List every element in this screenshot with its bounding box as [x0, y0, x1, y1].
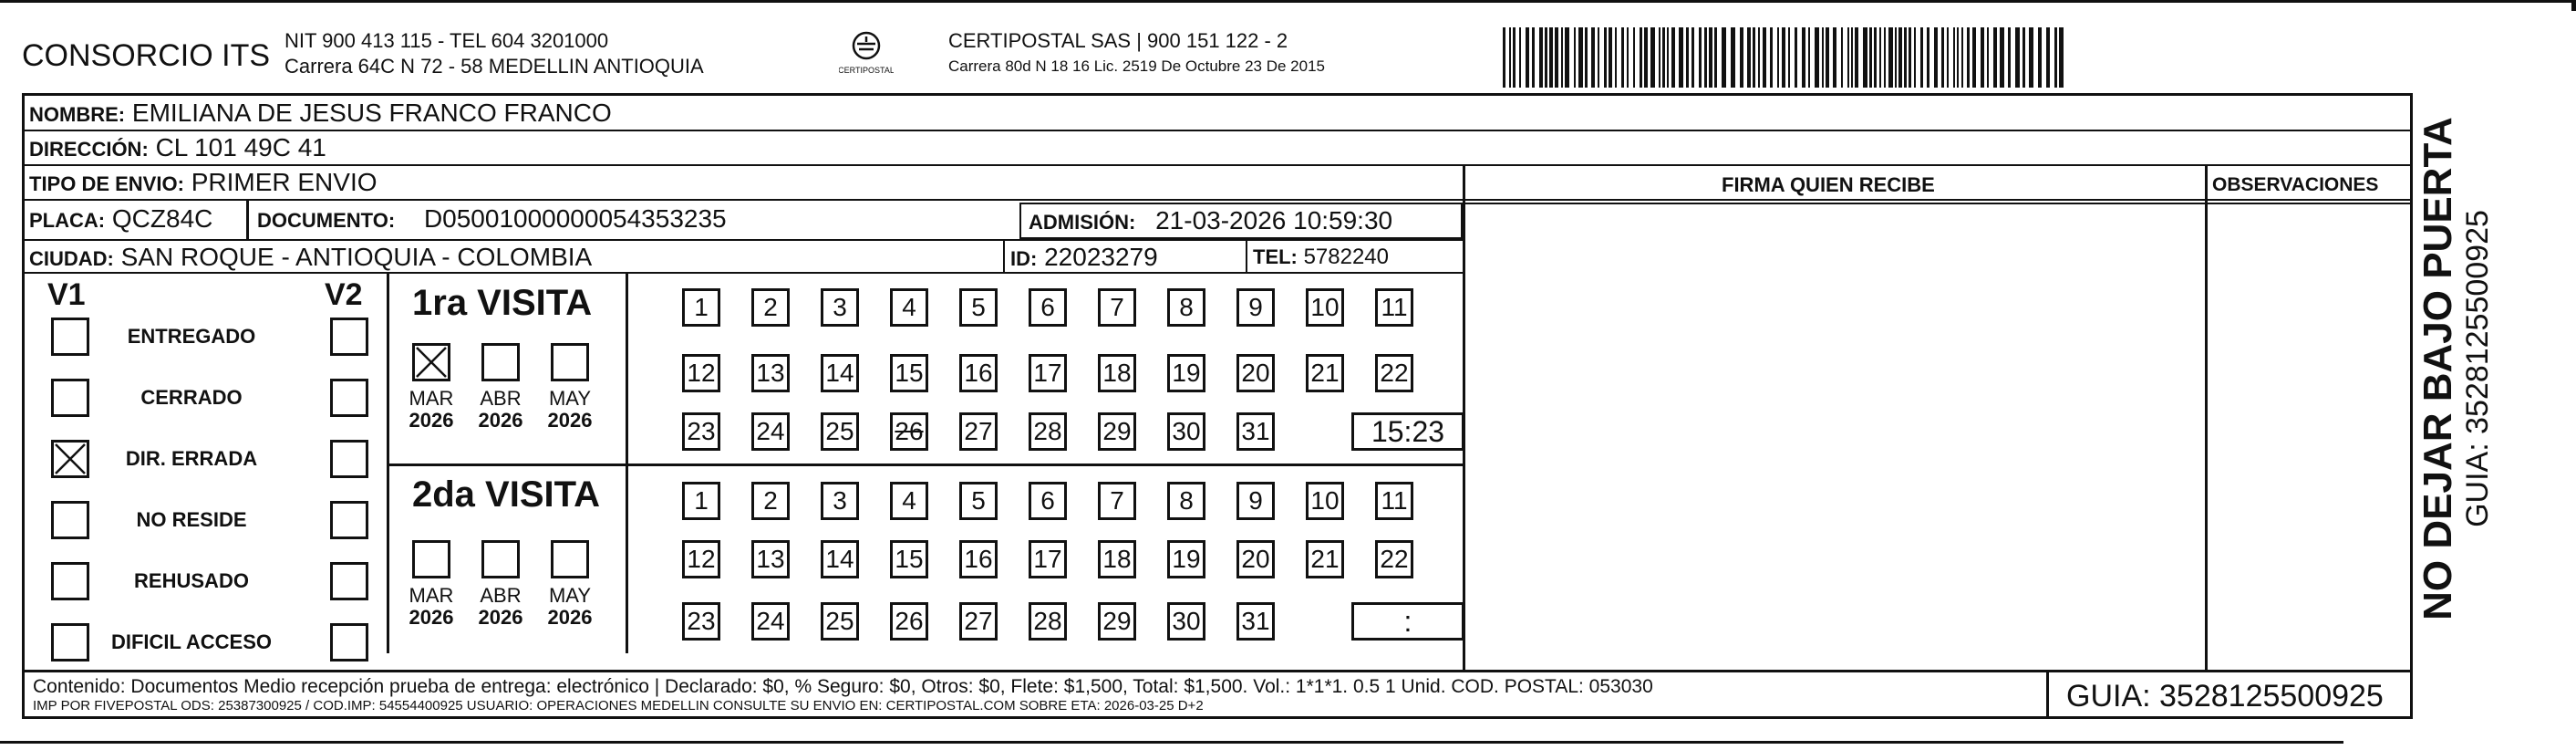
- day-box[interactable]: 10: [1306, 482, 1344, 520]
- barcode-bar: [1981, 27, 1984, 88]
- month-year: 2026: [478, 606, 523, 629]
- day-box[interactable]: 17: [1029, 540, 1067, 578]
- day-box[interactable]: 20: [1236, 540, 1275, 578]
- barcode-bar: [1659, 27, 1660, 88]
- barcode-bar: [1833, 27, 1836, 88]
- v2-header: V2: [325, 277, 363, 312]
- barcode-bar: [1941, 27, 1944, 88]
- barcode-bar: [1822, 27, 1824, 88]
- month-year: 2026: [478, 409, 523, 432]
- placa-value: QCZ84C: [111, 204, 213, 233]
- direccion-label: DIRECCIÓN:: [29, 138, 149, 161]
- day-box[interactable]: 9: [1236, 482, 1275, 520]
- footer-contenido: Contenido: Documentos Medio recepción prueba de entrega: electrónico | Declarado: $0, % Seguro: $0, Otros: $0, Flete: $1,500, Total: $1,500. Vol.: 1*1*1. 0.5 1 Unid. COD. POSTAL: 053030: [33, 676, 1653, 697]
- tipo-row: [29, 170, 378, 195]
- status-label: REHUSADO: [134, 569, 249, 592]
- day-box[interactable]: 4: [890, 482, 928, 520]
- barcode-bar: [1644, 27, 1648, 88]
- barcode-bar: [1598, 27, 1599, 88]
- barcode-bar: [2029, 27, 2033, 88]
- row-divider: [387, 464, 1463, 466]
- day-box[interactable]: 30: [1167, 412, 1205, 451]
- day-box[interactable]: 19: [1167, 354, 1205, 392]
- documento-value: D05001000000054353235: [423, 204, 727, 233]
- barcode-bar: [2054, 27, 2057, 88]
- day-box[interactable]: 24: [751, 412, 790, 451]
- barcode-bar: [1934, 27, 1938, 88]
- barcode-bar: [1555, 27, 1558, 88]
- footer-imp: IMP POR FIVEPOSTAL ODS: 25387300925 / COD.IMP: 54554400925 USUARIO: OPERACIONES MEDELLIN CONSULTE SU ENVIO EN: CERTIPOSTAL.COM SOBRE ETA: 2026-03-25 D+2: [33, 698, 1204, 714]
- status-label: CERRADO: [140, 386, 243, 409]
- certipostal-logo: [839, 27, 894, 78]
- day-box[interactable]: 25: [821, 412, 859, 451]
- svg-text:CERTIPOSTAL: CERTIPOSTAL: [839, 66, 894, 75]
- day-box[interactable]: 7: [1098, 288, 1136, 327]
- side-title: NO DEJAR BAJO PUERTA: [2416, 117, 2460, 620]
- barcode-bar: [1961, 27, 1963, 88]
- barcode-bar: [2000, 27, 2004, 88]
- col-divider: [626, 272, 628, 653]
- day-box[interactable]: 11: [1375, 288, 1413, 327]
- barcode-bar: [1691, 27, 1694, 88]
- barcode-bar: [2038, 27, 2042, 88]
- address-line: Carrera 64C N 72 - 58 MEDELLIN ANTIOQUIA: [284, 55, 704, 78]
- id-row: [1010, 245, 1158, 270]
- day-box[interactable]: 19: [1167, 540, 1205, 578]
- barcode-bar: [1874, 27, 1877, 88]
- barcode-bar: [2023, 27, 2025, 88]
- barcode-bar: [1574, 27, 1576, 88]
- day-box[interactable]: 18: [1098, 354, 1136, 392]
- barcode-bar: [1545, 27, 1547, 88]
- barcode-bar: [1549, 27, 1553, 88]
- status-label: NO RESIDE: [136, 508, 247, 531]
- day-box[interactable]: 15: [890, 354, 928, 392]
- day-box[interactable]: 13: [751, 540, 790, 578]
- day-box[interactable]: 2: [751, 482, 790, 520]
- month-year: 2026: [547, 606, 593, 629]
- barcode-bar: [1513, 27, 1516, 88]
- barcode-bar: [1591, 27, 1595, 88]
- barcode-bar: [1855, 27, 1858, 88]
- month-checkbox[interactable]: [481, 343, 520, 381]
- documento-label: DOCUMENTO:: [257, 209, 396, 232]
- id-label: ID:: [1010, 247, 1038, 270]
- barcode-bar: [1920, 27, 1923, 88]
- barcode-bar: [2015, 27, 2020, 88]
- day-box[interactable]: 25: [821, 602, 859, 641]
- barcode-bar: [1731, 27, 1735, 88]
- day-box[interactable]: 17: [1029, 354, 1067, 392]
- day-box[interactable]: 16: [959, 354, 998, 392]
- barcode-bar: [1679, 27, 1683, 88]
- status-v2-checkbox[interactable]: [330, 623, 368, 661]
- col-divider: [1246, 239, 1247, 272]
- month-checkbox[interactable]: [481, 540, 520, 578]
- admision-value: 21-03-2026 10:59:30: [1155, 206, 1393, 234]
- barcode-bar: [1758, 27, 1760, 88]
- barcode-bar: [1604, 27, 1607, 88]
- nombre-label: NOMBRE:: [29, 103, 126, 126]
- barcode-bar: [1782, 27, 1785, 88]
- barcode-bar: [1640, 27, 1642, 88]
- barcode-bar: [1539, 27, 1543, 88]
- barcode-bar: [1627, 27, 1629, 88]
- month-year: 2026: [547, 409, 593, 432]
- status-v2-checkbox[interactable]: [330, 501, 368, 539]
- day-box[interactable]: 16: [959, 540, 998, 578]
- day-box[interactable]: 29: [1098, 412, 1136, 451]
- barcode-bar: [1615, 27, 1617, 88]
- signature-area[interactable]: [1465, 204, 2205, 670]
- status-label: DIR. ERRADA: [125, 447, 258, 470]
- barcode-bar: [1561, 27, 1563, 88]
- day-box[interactable]: 29: [1098, 602, 1136, 641]
- barcode-bar: [1953, 27, 1955, 88]
- status-v2-checkbox[interactable]: [330, 379, 368, 417]
- barcode-bar: [2059, 27, 2064, 88]
- barcode-bar: [1740, 27, 1743, 88]
- top-rule: [0, 0, 2576, 3]
- barcode-bar: [1851, 27, 1853, 88]
- barcode-bar: [1777, 27, 1779, 88]
- barcode-bar: [2046, 27, 2050, 88]
- day-box[interactable]: 26: [890, 412, 928, 451]
- day-box[interactable]: 10: [1306, 288, 1344, 327]
- barcode-bar: [1987, 27, 1989, 88]
- day-box[interactable]: 12: [682, 540, 720, 578]
- month-label: MAR: [409, 387, 454, 410]
- admision-label: ADMISIÓN:: [1029, 211, 1136, 234]
- month-label: MAR: [409, 584, 454, 607]
- barcode-bar: [1795, 27, 1797, 88]
- day-box[interactable]: 6: [1029, 288, 1067, 327]
- footer-guia: GUIA: 3528125500925: [2066, 679, 2384, 714]
- barcode-bar: [1972, 27, 1976, 88]
- day-box[interactable]: 2: [751, 288, 790, 327]
- firma-header: FIRMA QUIEN RECIBE: [1722, 173, 1935, 196]
- bottom-rule: [0, 741, 2343, 744]
- day-box[interactable]: 14: [821, 354, 859, 392]
- row-divider: [22, 199, 2413, 201]
- day-box[interactable]: 1: [682, 482, 720, 520]
- id-value: 22023279: [1044, 243, 1158, 271]
- month-year: 2026: [409, 606, 454, 629]
- ciudad-row: [29, 245, 592, 270]
- day-box[interactable]: 21: [1306, 354, 1344, 392]
- barcode-bar: [1704, 27, 1707, 88]
- barcode-bar: [1967, 27, 1970, 88]
- barcode-bar: [1841, 27, 1843, 88]
- col-divider: [387, 272, 389, 653]
- second-visit-time[interactable]: :: [1351, 602, 1464, 641]
- corner-mark: [2571, 0, 2576, 11]
- day-box[interactable]: 28: [1029, 412, 1067, 451]
- carrier-line: CERTIPOSTAL SAS | 900 151 122 - 2: [948, 29, 1288, 52]
- barcode-bar: [1633, 27, 1635, 88]
- barcode-bar: [1722, 27, 1726, 88]
- direccion-value: CL 101 49C 41: [155, 133, 326, 161]
- month-year: 2026: [409, 409, 454, 432]
- barcode-bar: [1686, 27, 1689, 88]
- month-label: ABR: [480, 584, 522, 607]
- status-v2-checkbox[interactable]: [330, 318, 368, 356]
- month-label: ABR: [480, 387, 522, 410]
- placa-row: [29, 206, 212, 232]
- col-divider: [1003, 239, 1005, 272]
- row-divider: [22, 130, 2413, 131]
- day-box[interactable]: 1: [682, 288, 720, 327]
- nit-line: NIT 900 413 115 - TEL 604 3201000: [284, 29, 609, 52]
- month-checkbox[interactable]: [412, 343, 450, 381]
- barcode: [1503, 27, 2068, 88]
- day-box[interactable]: 13: [751, 354, 790, 392]
- placa-label: PLACA:: [29, 209, 106, 232]
- barcode-bar: [1869, 27, 1872, 88]
- day-box[interactable]: 12: [682, 354, 720, 392]
- status-v2-checkbox[interactable]: [330, 440, 368, 478]
- barcode-bar: [1826, 27, 1829, 88]
- barcode-bar: [1788, 27, 1790, 88]
- barcode-bar: [1699, 27, 1702, 88]
- day-box[interactable]: 27: [959, 602, 998, 641]
- barcode-bar: [1503, 27, 1505, 88]
- barcode-bar: [1763, 27, 1766, 88]
- barcode-bar: [1863, 27, 1867, 88]
- barcode-bar: [1714, 27, 1717, 88]
- day-box[interactable]: 5: [959, 288, 998, 327]
- tipo-value: PRIMER ENVIO: [191, 168, 378, 196]
- barcode-bar: [1888, 27, 1893, 88]
- barcode-bar: [1662, 27, 1665, 88]
- barcode-bar: [1565, 27, 1569, 88]
- row-divider: [22, 164, 2413, 166]
- day-box[interactable]: 4: [890, 288, 928, 327]
- day-box[interactable]: 18: [1098, 540, 1136, 578]
- day-box[interactable]: 8: [1167, 482, 1205, 520]
- barcode-bar: [1993, 27, 1997, 88]
- tel-label: TEL:: [1253, 245, 1298, 268]
- tel-value: 5782240: [1303, 245, 1389, 269]
- day-box[interactable]: 6: [1029, 482, 1067, 520]
- barcode-bar: [1770, 27, 1773, 88]
- day-box[interactable]: 28: [1029, 602, 1067, 641]
- barcode-bar: [1947, 27, 1949, 88]
- barcode-bar: [1709, 27, 1712, 88]
- day-box[interactable]: 22: [1375, 540, 1413, 578]
- barcode-bar: [1753, 27, 1755, 88]
- barcode-bar: [1895, 27, 1897, 88]
- second-visit-title: 2da VISITA: [412, 474, 600, 515]
- barcode-bar: [1802, 27, 1805, 88]
- side-label: [2418, 109, 2506, 657]
- footer-divider: [22, 670, 2413, 672]
- day-box[interactable]: 8: [1167, 288, 1205, 327]
- month-label: MAY: [548, 387, 592, 410]
- barcode-bar: [1671, 27, 1675, 88]
- status-label: DIFICIL ACCESO: [110, 630, 272, 653]
- day-box[interactable]: 30: [1167, 602, 1205, 641]
- side-guia: GUIA: 3528125500925: [2460, 210, 2495, 527]
- barcode-bar: [1609, 27, 1612, 88]
- col-divider: [246, 201, 249, 239]
- company-name: CONSORCIO ITS: [22, 38, 271, 73]
- ciudad-value: SAN ROQUE - ANTIOQUIA - COLOMBIA: [120, 243, 593, 271]
- direccion-row: [29, 135, 326, 161]
- first-visit-time[interactable]: 15:23: [1351, 412, 1464, 451]
- barcode-bar: [1585, 27, 1588, 88]
- barcode-bar: [1815, 27, 1819, 88]
- ciudad-label: CIUDAD:: [29, 247, 114, 270]
- barcode-bar: [1927, 27, 1929, 88]
- barcode-bar: [1526, 27, 1529, 88]
- first-visit-title: 1ra VISITA: [412, 283, 593, 323]
- day-box[interactable]: 24: [751, 602, 790, 641]
- day-box[interactable]: 21: [1306, 540, 1344, 578]
- day-box[interactable]: 27: [959, 412, 998, 451]
- barcode-bar: [1904, 27, 1907, 88]
- day-box[interactable]: 23: [682, 412, 720, 451]
- day-box[interactable]: 20: [1236, 354, 1275, 392]
- month-checkbox[interactable]: [412, 540, 450, 578]
- observaciones-header: OBSERVACIONES: [2212, 174, 2379, 195]
- day-box[interactable]: 31: [1236, 602, 1275, 641]
- barcode-bar: [1909, 27, 1911, 88]
- barcode-bar: [1879, 27, 1881, 88]
- day-box[interactable]: 9: [1236, 288, 1275, 327]
- barcode-bar: [2008, 27, 2011, 88]
- barcode-bar: [1578, 27, 1583, 88]
- barcode-bar: [1509, 27, 1511, 88]
- tipo-label: TIPO DE ENVIO:: [29, 172, 184, 195]
- observations-area[interactable]: [2208, 204, 2410, 670]
- barcode-bar: [1914, 27, 1916, 88]
- col-divider: [2046, 670, 2049, 719]
- barcode-bar: [1884, 27, 1886, 88]
- day-box[interactable]: 22: [1375, 354, 1413, 392]
- day-box[interactable]: 31: [1236, 412, 1275, 451]
- admision-row: [1029, 208, 1392, 234]
- v1-header: V1: [47, 277, 86, 312]
- month-checkbox[interactable]: [551, 540, 589, 578]
- day-box[interactable]: 7: [1098, 482, 1136, 520]
- day-box[interactable]: 23: [682, 602, 720, 641]
- day-box[interactable]: 26: [890, 602, 928, 641]
- barcode-bar: [1532, 27, 1535, 88]
- day-box[interactable]: 3: [821, 482, 859, 520]
- tel-row: [1253, 246, 1389, 268]
- day-box[interactable]: 11: [1375, 482, 1413, 520]
- status-v2-checkbox[interactable]: [330, 562, 368, 600]
- nombre-value: EMILIANA DE JESUS FRANCO FRANCO: [131, 99, 612, 127]
- barcode-bar: [1957, 27, 1959, 88]
- month-label: MAY: [548, 584, 592, 607]
- barcode-bar: [1808, 27, 1810, 88]
- barcode-bar: [1847, 27, 1849, 88]
- day-box[interactable]: 15: [890, 540, 928, 578]
- barcode-bar: [1519, 27, 1521, 88]
- nombre-row: [29, 100, 612, 126]
- barcode-bar: [1898, 27, 1902, 88]
- row-divider: [22, 272, 1463, 274]
- day-box[interactable]: 5: [959, 482, 998, 520]
- carrier-license: Carrera 80d N 18 16 Lic. 2519 De Octubre 23 De 2015: [948, 57, 1325, 75]
- day-box[interactable]: 3: [821, 288, 859, 327]
- barcode-bar: [1621, 27, 1624, 88]
- documento-row: [257, 206, 727, 232]
- day-box[interactable]: 14: [821, 540, 859, 578]
- barcode-bar: [1747, 27, 1751, 88]
- barcode-bar: [1650, 27, 1655, 88]
- barcode-bar: [1667, 27, 1669, 88]
- month-checkbox[interactable]: [551, 343, 589, 381]
- status-label: ENTREGADO: [127, 325, 256, 348]
